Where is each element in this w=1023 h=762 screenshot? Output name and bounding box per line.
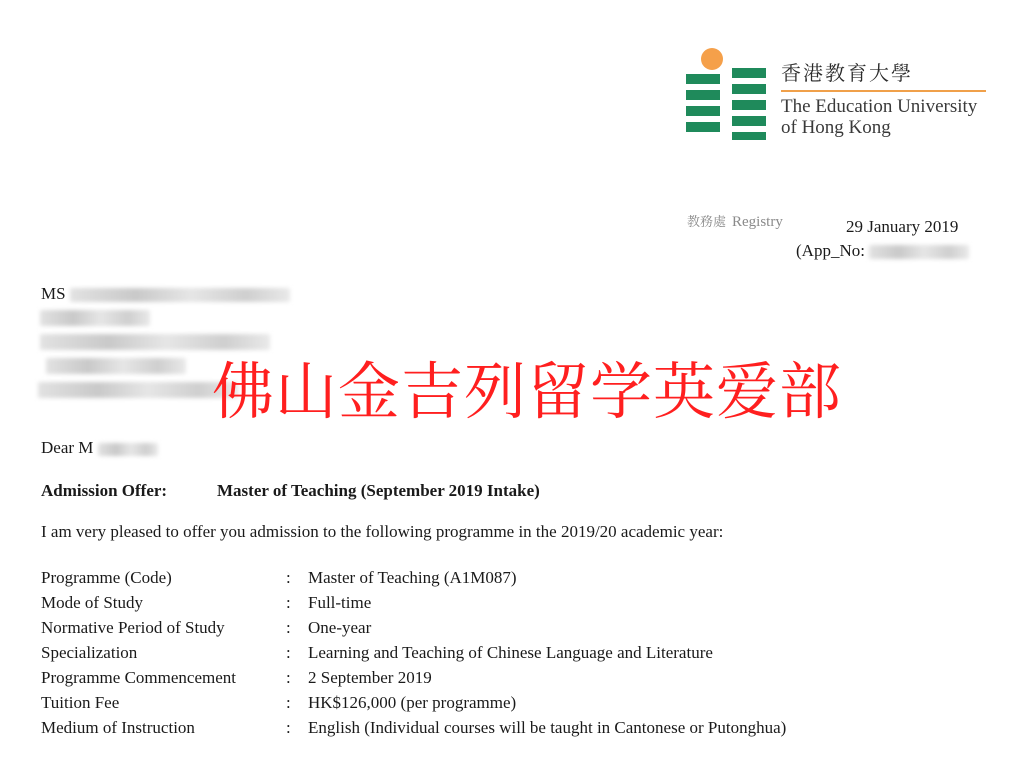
eduhk-logo-icon (686, 46, 768, 142)
detail-value: English (Individual courses will be taught in Cantonese or Putonghua) (308, 718, 787, 737)
detail-row (41, 715, 786, 740)
detail-separator: : (286, 693, 291, 712)
detail-separator: : (286, 643, 291, 662)
letter-date: 29 January 2019 (846, 217, 959, 236)
detail-row (41, 615, 786, 640)
detail-separator: : (286, 668, 291, 687)
detail-row (41, 565, 786, 590)
redacted-address-line (40, 310, 150, 326)
subject-label: Admission Offer: (41, 481, 168, 500)
detail-value: Full-time (308, 593, 372, 612)
detail-value: Learning and Teaching of Chinese Language and Literature (308, 643, 713, 662)
detail-value: Master of Teaching (A1M087) (308, 568, 517, 587)
redacted-address-line (46, 358, 186, 374)
detail-key: Mode of Study (41, 593, 143, 612)
redacted-app-no (869, 245, 969, 259)
redacted-name (70, 288, 290, 302)
subject-value: Master of Teaching (September 2019 Intake) (217, 481, 540, 500)
university-logo (686, 46, 996, 142)
detail-key: Normative Period of Study (41, 618, 225, 637)
detail-row (41, 640, 786, 665)
detail-row (41, 665, 786, 690)
detail-value: 2 September 2019 (308, 668, 432, 687)
greeting (41, 438, 158, 458)
detail-key: Programme (Code) (41, 568, 172, 587)
salutation-prefix: MS (41, 284, 66, 303)
detail-separator: : (286, 593, 291, 612)
logo-chinese-name: 香港教育大學 (781, 61, 913, 85)
detail-value: HK$126,000 (per programme) (308, 693, 517, 712)
greeting-prefix: Dear M (41, 438, 94, 457)
detail-key: Programme Commencement (41, 668, 236, 687)
logo-english-name-line1: The Education University (781, 96, 978, 117)
intro-paragraph: I am very pleased to offer you admission to the following programme in the 2019/20 academic year: (41, 522, 724, 541)
subject-line (41, 481, 540, 501)
recipient-name (41, 284, 290, 304)
redacted-address-line (40, 334, 270, 350)
registry-chinese: 教務處 (687, 215, 727, 230)
redacted-address-line (38, 382, 238, 398)
detail-row (41, 690, 786, 715)
registry-stamp (687, 211, 783, 231)
agency-watermark: 佛山金吉列留学英爱部 (212, 355, 843, 428)
logo-text (781, 60, 996, 138)
detail-separator: : (286, 568, 291, 587)
detail-key: Medium of Instruction (41, 718, 195, 737)
application-number (796, 241, 969, 261)
registry-english: Registry (732, 214, 783, 230)
programme-details (41, 565, 786, 740)
detail-separator: : (286, 718, 291, 737)
detail-key: Tuition Fee (41, 693, 120, 712)
logo-divider (781, 90, 986, 92)
detail-separator: : (286, 618, 291, 637)
logo-english-name-line2: of Hong Kong (781, 117, 891, 138)
app-no-label: (App_No: (796, 241, 865, 260)
detail-row (41, 590, 786, 615)
detail-value: One-year (308, 618, 372, 637)
redacted-greeting-name (98, 443, 158, 456)
detail-key: Specialization (41, 643, 138, 662)
